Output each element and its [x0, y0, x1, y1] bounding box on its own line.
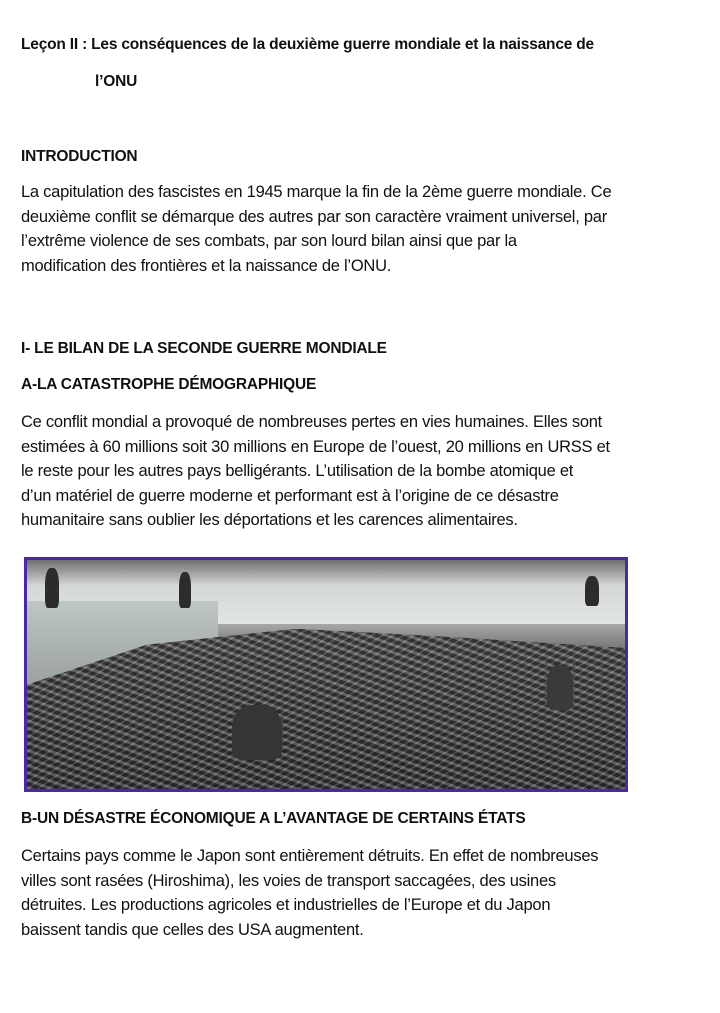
paragraph-line: le reste pour les autres pays belligérants. L’utilisation de la bombe atomique et: [21, 462, 574, 480]
paragraph-line: Ce conflit mondial a provoqué de nombreuses pertes en vies humaines. Elles sont: [21, 413, 603, 431]
subsection-a-heading: A-LA CATASTROPHE DÉMOGRAPHIQUE: [21, 376, 317, 393]
subsection-b-paragraph: [21, 844, 598, 942]
paragraph-line: modification des frontières et la naissance de l’ONU.: [21, 256, 392, 275]
paragraph-line: La capitulation des fascistes en 1945 marque la fin de la 2ème guerre mondiale. Ce: [21, 183, 612, 201]
paragraph-line: Certains pays comme le Japon sont entièrement détruits. En effet de nombreuses: [21, 847, 599, 865]
paragraph-line: d’un matériel de guerre moderne et performant est à l’origine de ce désastre: [21, 486, 559, 505]
soldier-figure: [547, 665, 573, 710]
subsection-b-heading: B-UN DÉSASTRE ÉCONOMIQUE A L’AVANTAGE DE CERTAINS ÉTATS: [21, 810, 526, 827]
paragraph-line: l’extrême violence de ses combats, par son lourd bilan ainsi que par la: [21, 232, 517, 250]
paragraph-line: détruites. Les productions agricoles et industrielles de l’Europe et du Japon: [21, 896, 551, 914]
paragraph-line: estimées à 60 millions soit 30 millions en Europe de l’ouest, 20 millions en URSS et: [21, 437, 610, 456]
soldier-figure: [179, 572, 191, 608]
paragraph-line: villes sont rasées (Hiroshima), les voies de transport saccagées, des usines: [21, 871, 556, 890]
subsection-a-paragraph: [21, 410, 610, 533]
lesson-title-line2: l’ONU: [95, 73, 138, 90]
paragraph-line: humanitaire sans oublier les déportations et les carences alimentaires.: [21, 511, 518, 529]
soldier-figure: [45, 568, 59, 608]
introduction-paragraph: [21, 180, 611, 278]
section-heading: I- LE BILAN DE LA SECONDE GUERRE MONDIALE: [21, 340, 387, 357]
lesson-title-line1: Leçon II : Les conséquences de la deuxième guerre mondiale et la naissance de: [21, 36, 594, 53]
paragraph-line: deuxième conflit se démarque des autres par son caractère vraiment universel, par: [21, 207, 607, 226]
soldier-figure: [585, 576, 599, 606]
soldier-figure: [232, 705, 282, 760]
introduction-heading: INTRODUCTION: [21, 148, 138, 165]
war-casualties-photo: [24, 557, 628, 792]
paragraph-line: baissent tandis que celles des USA augmentent.: [21, 920, 364, 939]
